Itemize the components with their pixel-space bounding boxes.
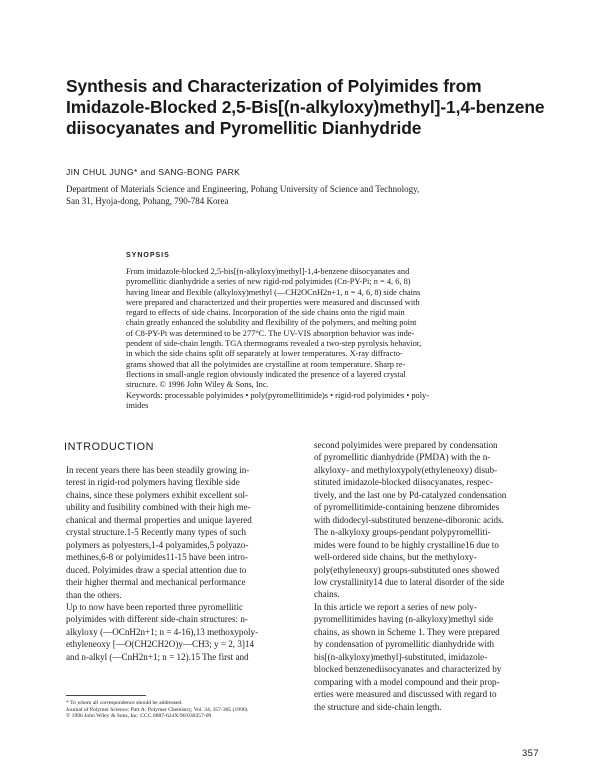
body-line: duced. Polyimides draw a special attention due to: [66, 564, 247, 575]
body-line: The n-alkyloxy groups-pendant polypyromelliti-: [314, 527, 491, 538]
body-line: the structure and side-chain length.: [314, 701, 442, 712]
page-number: 357: [522, 748, 540, 759]
abstract-line: in which the side chains split off separately at lower temperatures. X-ray diffracto-: [126, 349, 403, 359]
keywords-line: Keywords: processable polyimides • poly(pyromellitimide)s • rigid-rod polyimides • poly-: [126, 390, 430, 400]
body-line: pyromellitimides having (n-alkyloxy)methyl side: [314, 614, 494, 625]
introduction-heading: INTRODUCTION: [64, 441, 154, 453]
abstract-line: were prepared and characterized and their properties were measured and discussed with: [126, 297, 420, 307]
body-line: low crystallinity14 due to lateral disorder of the side: [314, 576, 505, 587]
footnote: [66, 700, 316, 720]
body-line: and n-alkyl (—CnH2n+1; n = 12).15 The first and: [66, 651, 249, 662]
keywords-line: imides: [126, 400, 149, 410]
body-line: comparing with a model compound and their prop-: [314, 676, 500, 687]
body-line: by condensation of pyromellitic dianhydride with: [314, 639, 495, 650]
body-line: chains, as shown in Scheme 1. They were prepared: [314, 626, 500, 637]
body-line: of pyromellitimide-containing benzene dibromides: [314, 502, 500, 513]
author-list: JIN CHUL JUNG* and SANG-BONG PARK: [66, 167, 241, 177]
body-line: ubility and fusibility combined with their high me-: [66, 502, 251, 513]
body-line: alkyloxy- and methyloxypoly(ethyleneoxy) disub-: [314, 464, 498, 475]
title-line: diisocyanates and Pyromellitic Dianhydride: [66, 118, 422, 138]
abstract-line: pyromellitic dianhydride a series of new rigid-rod polyimides (Cn-PY-Pi; n = 4, 6, 8): [126, 277, 411, 287]
body-line: ethyleneoxy [—O(CH2CH2O)y—CH3; y = 2, 3]14: [66, 639, 254, 650]
body-line: stituted imidazole-blocked diisocyanates, respec-: [314, 477, 493, 488]
body-line: chains.: [314, 589, 340, 600]
title-line: Imidazole-Blocked 2,5-Bis[(n-alkyloxy)methyl]-1,4-benzene: [66, 97, 545, 117]
abstract: [126, 267, 546, 411]
body-line: bis[(n-alkyloxy)methyl]-substituted, imidazole-: [314, 651, 488, 662]
abstract-line: pendent of side-chain length. TGA thermograms revealed a two-step pyrolysis behavior,: [126, 339, 422, 349]
body-line: erties were measured and discussed with regard to: [314, 689, 497, 700]
body-line: tively, and the last one by Pd-catalyzed condensation: [314, 489, 507, 500]
body-line: alkyloxy (—OCnH2n+1; n = 4-16),13 methoxypoly-: [66, 626, 259, 637]
footnote-line: © 1996 John Wiley & Sons, Inc. CCC 0887-624X/96/030357-09: [66, 713, 212, 720]
body-line: In this article we report a series of new poly-: [314, 601, 477, 612]
body-line: well-ordered side chains, but the methyloxy-: [314, 552, 477, 563]
body-line: methines,6-8 or polyimides11-15 have been intro-: [66, 552, 248, 563]
body-line: second polyimides were prepared by condensation: [314, 440, 498, 450]
paper-title: [66, 76, 586, 139]
right-column: [314, 439, 552, 713]
body-line: chains, since these polymers exhibit excellent sol-: [66, 489, 249, 500]
abstract-line: of C8-PY-Pi was determined to be 277°C. The UV-VIS absorption behavior was inde-: [126, 328, 415, 338]
body-line: with didodecyl-substituted benzene-diboronic acids.: [314, 514, 504, 525]
body-line: Up to now have been reported three pyromellitic: [66, 601, 244, 612]
title-line: Synthesis and Characterization of Polyimides from: [66, 76, 482, 96]
abstract-line: grams showed that all the polyimides are crystalline at room temperature. Sharp re-: [126, 359, 406, 369]
body-line: chanical and thermal properties and unique layered: [66, 514, 252, 525]
abstract-line: From imidazole-blocked 2,5-bis[(n-alkyloxy)methyl]-1,4-benzene diisocyanates and: [126, 267, 410, 276]
body-line: of pyromellitic dianhydride (PMDA) with the n-: [314, 452, 491, 463]
body-line: In recent years there has been steadily growing in-: [66, 465, 250, 475]
footnote-line: * To whom all correspondence should be addressed.: [66, 700, 183, 706]
body-line: polyimides with different side-chain structures: n-: [66, 614, 248, 625]
body-line: crystal structure.1-5 Recently many types of such: [66, 527, 247, 538]
abstract-line: chain greatly enhanced the solubility and flexibility of the polymers, and melting point: [126, 318, 417, 328]
abstract-line: regard to effects of side chains. Incorporation of the side chains onto the rigid main: [126, 308, 405, 318]
body-line: than the others.: [66, 589, 122, 600]
body-line: their higher thermal and mechanical performance: [66, 577, 246, 588]
affiliation-line: San 31, Hyoja-dong, Pohang, 790-784 Korea: [66, 196, 229, 206]
footnote-line: Journal of Polymer Science: Part A: Polymer Chemistry, Vol. 34, 357-365 (1996): [66, 706, 248, 713]
footnote-divider: [66, 695, 146, 696]
body-line: terest in rigid-rod polymers having flexible side: [66, 477, 240, 488]
abstract-line: having linear and flexible (alkyloxy)methyl (—CH2OCnH2n+1, n = 4, 6, 8) side chains: [126, 287, 421, 297]
affiliation: [66, 183, 526, 207]
abstract-line: flections in small-angle region obviously indicated the presence of a layered crystal: [126, 369, 406, 379]
body-line: polymers as polyesters,1-4 polyamides,5 polyazo-: [66, 539, 249, 550]
body-line: poly(ethyleneoxy) groups-substituted ones showed: [314, 564, 500, 575]
left-column: [66, 464, 308, 663]
synopsis-heading: SYNOPSIS: [126, 252, 170, 259]
body-line: mides were found to be highly crystalline16 due to: [314, 539, 499, 550]
affiliation-line: Department of Materials Science and Engineering, Pohang University of Science and Technology,: [66, 184, 420, 194]
abstract-line: structure. © 1996 John Wiley & Sons, Inc.: [126, 380, 269, 390]
body-line: blocked benzenediisocyanates and characterized by: [314, 664, 502, 675]
